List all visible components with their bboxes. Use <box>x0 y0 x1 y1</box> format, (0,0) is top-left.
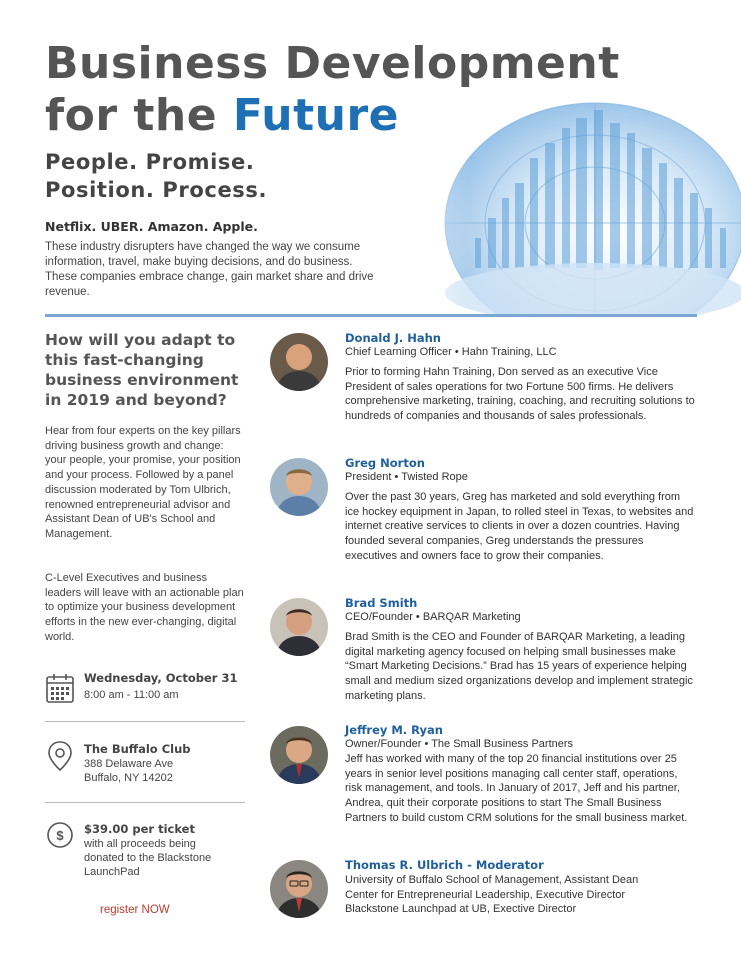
venue-city: Buffalo, NY 14202 <box>84 772 173 784</box>
event-date: Wednesday, October 31 <box>84 671 238 685</box>
speaker-bio: Over the past 30 years, Greg has marketed and sold everything from ice hockey equipment in Japan, to rolled steel in Texas, to websites and internet creative services to clients in over a dozen countries. Having founded several companies, Greg understands the pressures executives and owners face to grow their companies. <box>345 491 694 562</box>
speaker-bio: Jeff has worked with many of the top 20 financial institutions over 25 years in senior level positions managing call center staff, operations, risk management, and tools. In January of 2017, Jeff and his partner, Andrea, quit their corporate positions to start The Small Business Partners to build custom CRM solutions for the small business market. <box>345 753 688 824</box>
moderator-line-1: University of Buffalo School of Management, Assistant Dean <box>345 874 639 886</box>
speaker-name: Greg Norton <box>345 456 425 470</box>
map-pin-icon <box>45 740 75 772</box>
venue-street: 388 Delaware Ave <box>84 758 174 770</box>
register-link[interactable]: register NOW <box>100 904 170 916</box>
speaker-role: Chief Learning Officer • Hahn Training, LLC <box>345 346 557 358</box>
title-line2-prefix: for the <box>45 90 233 141</box>
moderator-line-3: Blackstone Launchpad at UB, Exective Director <box>345 903 577 915</box>
speaker-name: Brad Smith <box>345 596 418 610</box>
speaker-role: CEO/Founder • BARQAR Marketing <box>345 611 521 623</box>
page-title <box>45 38 620 142</box>
venue-name: The Buffalo Club <box>84 742 191 756</box>
speaker-photo-norton <box>270 458 328 516</box>
intro-paragraph: These industry disrupters have changed the way we consume information, travel, make buying decisions, and do business. These companies embrace change, gain market share and drive revenue. <box>45 241 374 298</box>
title-line1: Business Development <box>45 38 620 89</box>
ticket-price: $39.00 per ticket <box>84 822 195 836</box>
speaker-name: Donald J. Hahn <box>345 331 441 345</box>
speaker-role: Owner/Founder • The Small Business Partners <box>345 738 574 750</box>
speaker-photo-ulbrich <box>270 860 328 918</box>
speaker-bio: Prior to forming Hahn Training, Don served as an executive Vice President of sales operations for two Fortune 500 firms. He delivers comprehensive marketing, training, coaching, and recruiting solutions to hundreds of companies and thousands of sales professionals. <box>345 366 695 423</box>
question-heading: How will you adapt to this fast-changing business environment in 2019 and beyond? <box>45 331 239 409</box>
speaker-photo-smith <box>270 598 328 656</box>
title-accent: Future <box>232 90 399 141</box>
dollar-circle-icon <box>45 820 75 852</box>
speaker-name: Jeffrey M. Ryan <box>345 723 443 737</box>
speaker-photo-ryan <box>270 726 328 784</box>
event-time: 8:00 am - 11:00 am <box>84 689 179 701</box>
info-divider <box>45 721 245 722</box>
section-divider <box>45 314 697 317</box>
speaker-photo-hahn <box>270 333 328 391</box>
svg-text:$: $ <box>56 828 64 843</box>
subtitle <box>45 148 267 204</box>
speaker-bio: Brad Smith is the CEO and Founder of BARQAR Marketing, a leading digital marketing agency focused on helping small businesses make “Smart Marketing Decisions.” Brad has 15 years of experience helping small and medium sized organizations develop and implement strategic marketing plans. <box>345 631 693 702</box>
left-paragraph-1: Hear from four experts on the key pillars driving business growth and change: your people, your promise, your position and your process. Followed by a panel discussion moderated by Tom Ulbrich, renowned entrepreneurial advisor and Assistant Dean of UB's School and Management. <box>45 425 241 540</box>
price-note-2: donated to the Blackstone <box>84 852 212 864</box>
subtitle-line2: Position. Process. <box>45 178 268 202</box>
subtitle-line1: People. Promise. <box>45 150 255 174</box>
left-paragraph-2: C-Level Executives and business leaders will leave with an actionable plan to optimize your business development efforts in the new ever-changing, digital world. <box>45 572 244 643</box>
calendar-icon <box>45 672 75 704</box>
price-note-1: with all proceeds being <box>84 838 196 850</box>
info-divider <box>45 802 245 803</box>
speaker-role: President • Twisted Rope <box>345 471 468 483</box>
brands-line: Netflix. UBER. Amazon. Apple. <box>45 219 258 234</box>
moderator-line-2: Center for Entrepreneurial Leadership, Executive Director <box>345 889 626 901</box>
speaker-name: Thomas R. Ulbrich - Moderator <box>345 858 544 872</box>
price-note-3: LaunchPad <box>84 866 140 878</box>
